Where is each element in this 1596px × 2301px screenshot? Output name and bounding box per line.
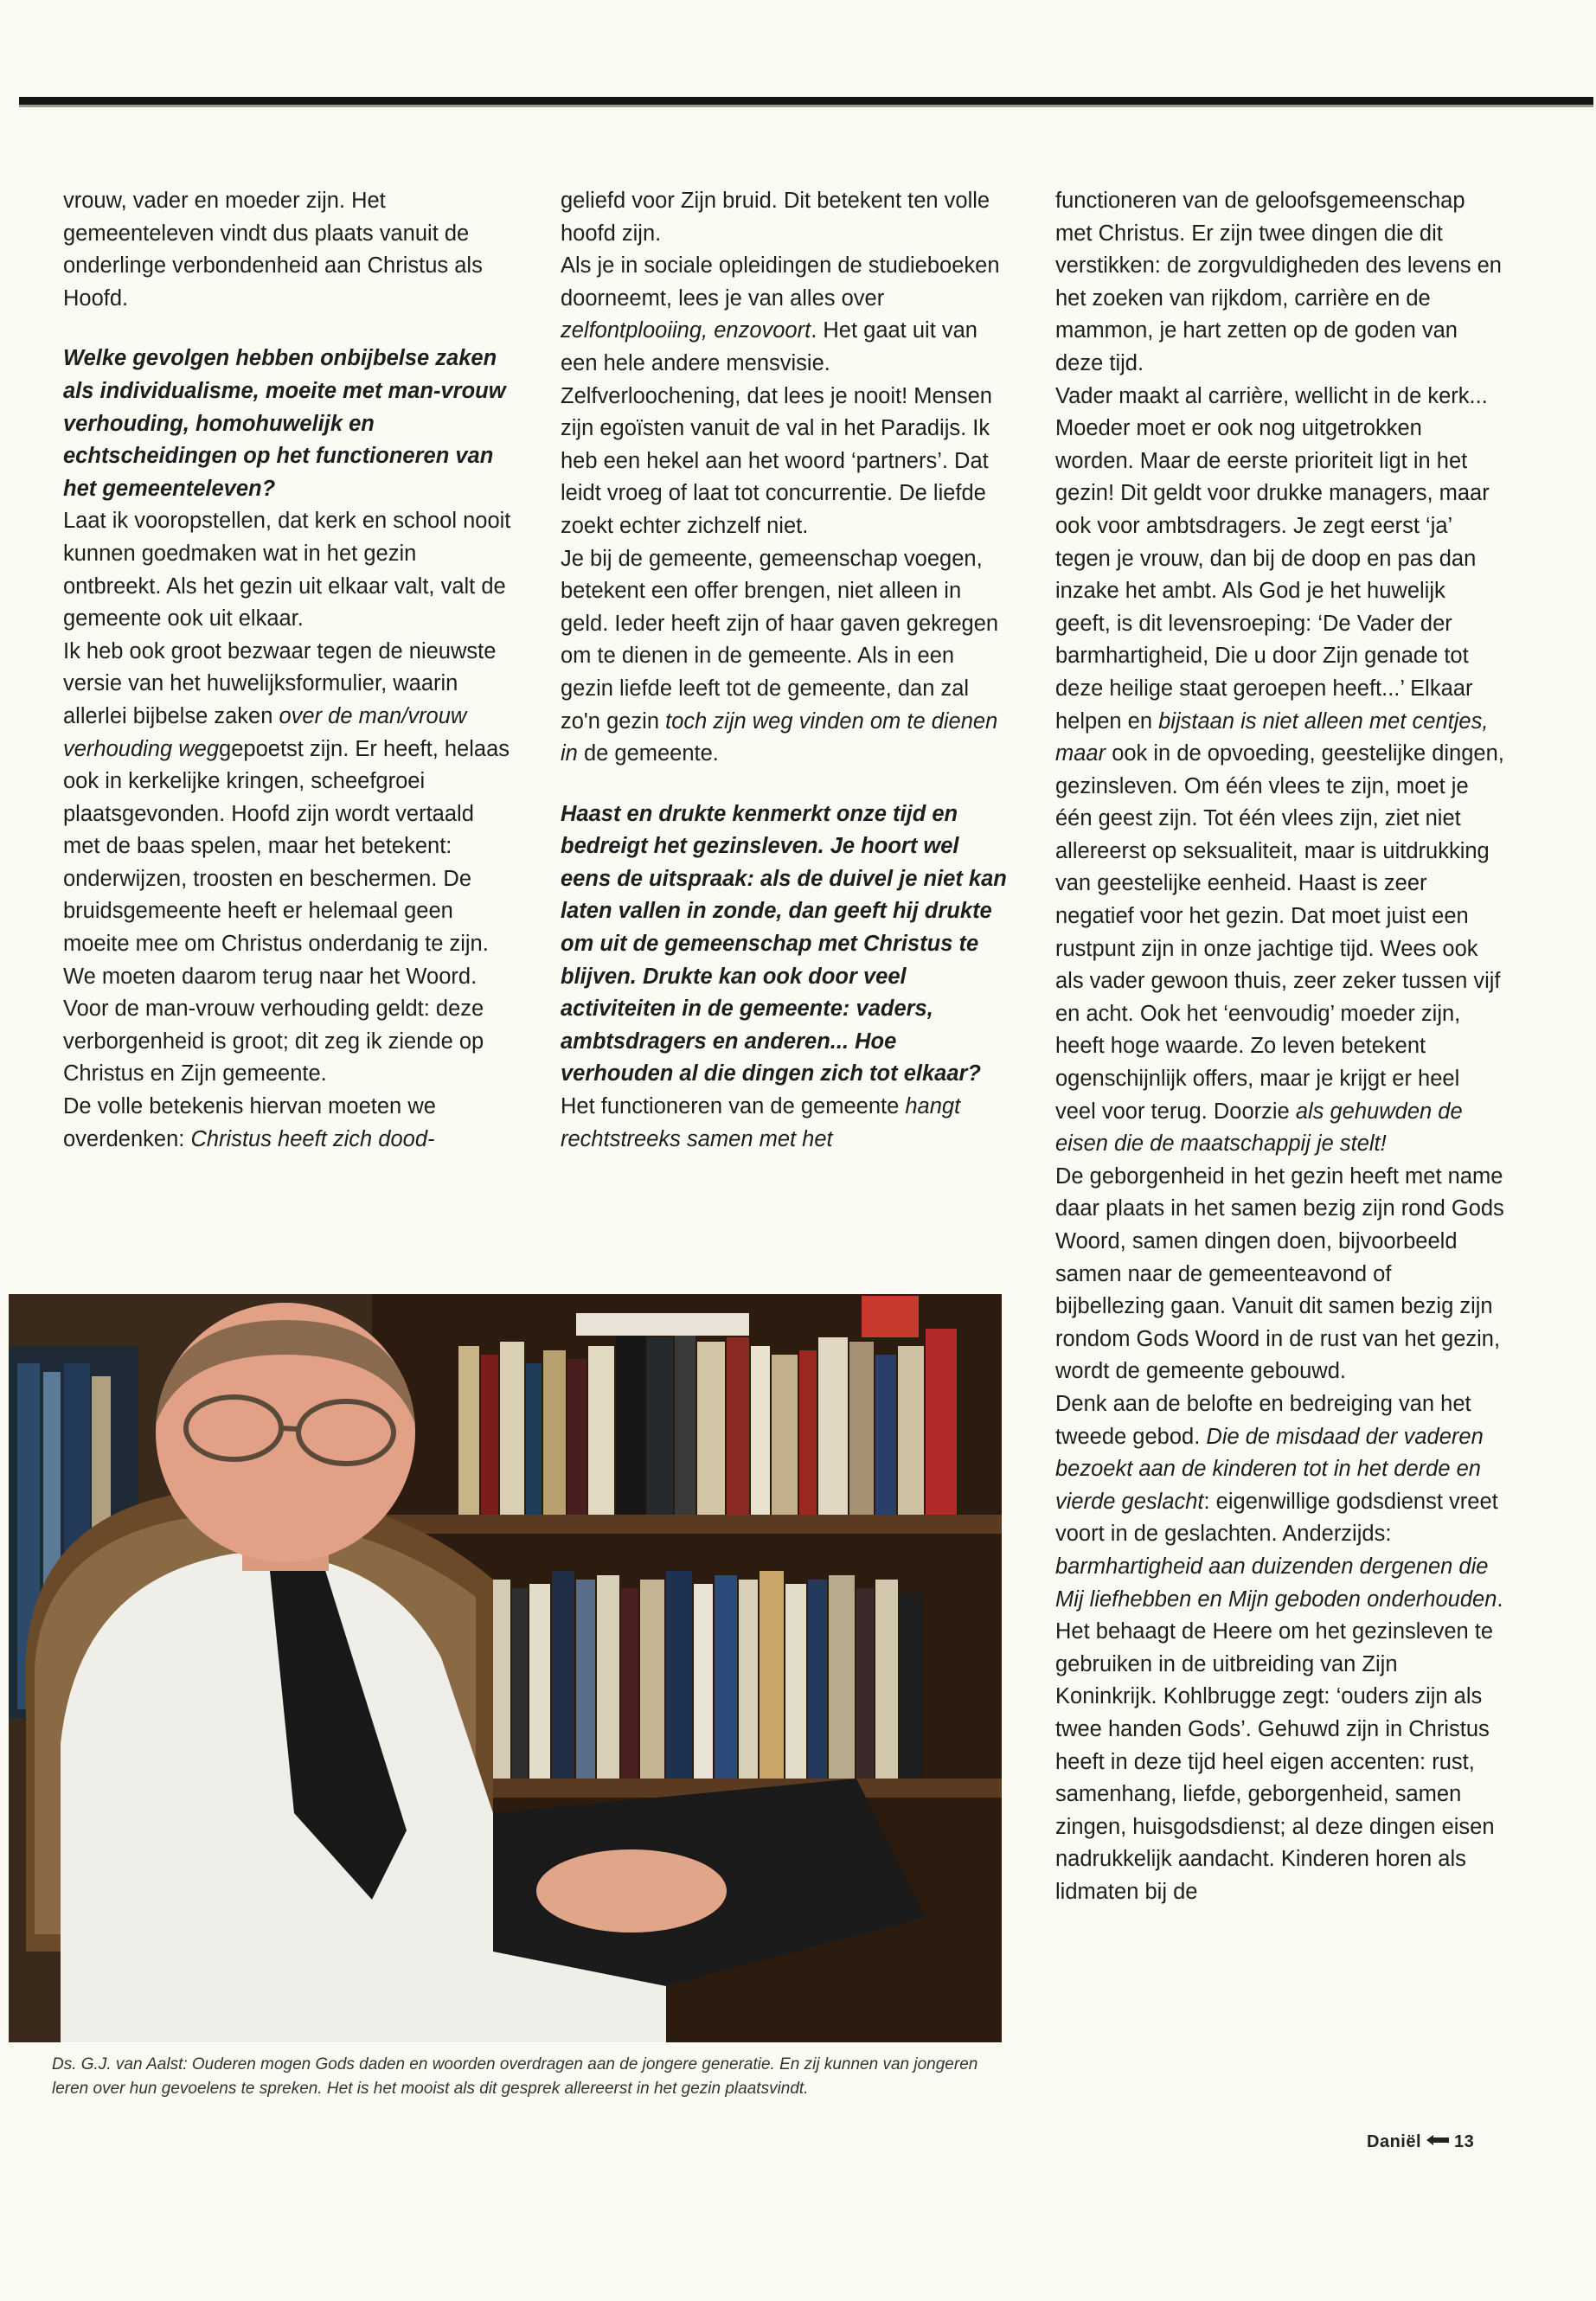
top-rule-shadow <box>19 105 1593 107</box>
text-run: : eigenwillige godsdienst vreet voort in de geslachten. Anderzijds: <box>1055 1489 1498 1547</box>
page-footer <box>1367 2132 1474 2152</box>
text-column-3 <box>1055 185 1505 1908</box>
italic-run: over de man/vrouw verhouding weg <box>63 703 467 761</box>
interview-question: Welke gevolgen hebben onbijbelse zaken als individualisme, moeite met man-vrouw verhouding, homohuwelijk en echtscheidingen op het functioneren van het gemeenteleven? <box>63 346 506 501</box>
text-run: Je bij de gemeente, gemeenschap voegen, betekent een offer brengen, niet alleen in geld. Ieder heeft zijn of haar gaven gekregen om te dienen in de gemeente. Als in een gezin liefde leeft tot de gemeente, dan zal zo'n gezin <box>561 546 999 734</box>
arrow-icon <box>1426 2135 1449 2145</box>
magazine-name: Daniël <box>1367 2132 1422 2151</box>
text-run: Ik heb ook groot bezwaar tegen de nieuwste versie van het huwelijksformulier, waarin allerlei bijbelse zaken <box>63 638 497 728</box>
text-run: Vader maakt al carrière, wellicht in de kerk... Moeder moet er ook nog uitgetrokken worden. Maar de eerste prioriteit ligt in het gezin! Dit geldt voor drukke managers, maar ook voor ambtsdragers. Je zegt eerst ‘ja’ tegen je vrouw, dan bij de doop en pas dan inzake het ambt. Als God je het huwelijk geeft, is dit levensroeping: ‘De Vader der barmhartigheid, Die u door Zijn genade tot deze heilige staat geroepen heeft...’ Elkaar helpen en <box>1055 383 1490 734</box>
text-run: De volle betekenis hiervan moeten we overdenken: <box>63 1094 436 1151</box>
text-run: . Het gaat uit van een hele andere mensvisie. Zelfverloochening, dat lees je nooit! Mensen zijn egoïsten vanuit de val in het Paradijs. Ik heb een hekel aan het woord ‘partners’. Dat leidt vroeg of laat tot concurrentie. De liefde zoekt echter zichzelf niet. <box>561 318 992 538</box>
top-rule <box>19 97 1593 105</box>
text-run: Het functioneren van de gemeente <box>561 1094 906 1119</box>
italic-run: hangt rechtstreeks samen met het <box>561 1094 961 1151</box>
photo-caption: Ds. G.J. van Aalst: Ouderen mogen Gods daden en woorden overdragen aan de jongere generatie. En zij kunnen van jongeren leren over hun gevoelens te spreken. Het is het mooist als dit gesprek allereerst in het gezin plaatsvindt. <box>52 2055 978 2098</box>
paragraph: vrouw, vader en moeder zijn. Het gemeenteleven vindt dus plaats vanuit de onderlinge verbondenheid aan Christus als Hoofd. <box>63 189 483 311</box>
interview-question: Haast en drukte kenmerkt onze tijd en bedreigt het gezinsleven. Je hoort wel eens de uitspraak: als de duivel je niet kan laten vallen in zonde, dan geeft hij drukte om uit de gemeenschap met Christus te blijven. Drukte kan ook door veel activiteiten in de gemeente: vaders, ambtsdragers en anderen... Hoe verhouden al die dingen zich tot elkaar? <box>561 801 1007 1086</box>
page-number: 13 <box>1454 2132 1475 2151</box>
italic-run: bijstaan is niet alleen met centjes, maar <box>1055 708 1489 766</box>
portrait-photo <box>9 1294 1002 2042</box>
text-run: Als je in sociale opleidingen de studieboeken doorneemt, lees je van alles over <box>561 253 1000 311</box>
text-column-1 <box>63 185 513 1156</box>
paragraph: Laat ik vooropstellen, dat kerk en school nooit kunnen goedmaken wat in het gezin ontbreekt. Als het gezin uit elkaar valt, valt de gemeente ook uit elkaar. <box>63 509 511 631</box>
paragraph <box>561 543 1010 771</box>
paragraph <box>1055 1388 1505 1909</box>
paragraph: geliefd voor Zijn bruid. Dit betekent ten volle hoofd zijn. <box>561 189 990 246</box>
text-column-2 <box>561 185 1010 1156</box>
italic-run: Die de misdaad der vaderen bezoekt aan de kinderen tot in het derde en vierde geslacht <box>1055 1424 1484 1514</box>
text-run: gepoetst zijn. Er heeft, helaas ook in kerkelijke kringen, scheefgroei plaatsgevonden. Hoofd zijn wordt vertaald met de baas spelen, maar het betekent: onderwijzen, troosten en beschermen. De bruidsgemeente heeft er helemaal geen moeite mee om Christus onderdanig te zijn. We moeten daarom terug naar het Woord. <box>63 736 510 989</box>
paragraph <box>561 1091 1010 1156</box>
paragraph: functioneren van de geloofsgemeenschap met Christus. Er zijn twee dingen die dit verstikken: de zorgvuldigheden des levens en het zoeken van rijkdom, carrière en de mammon, je hart zetten op de goden van deze tijd. <box>1055 189 1502 375</box>
italic-run: als gehuwden de eisen die de maatschappij je stelt! <box>1055 1099 1463 1157</box>
italic-run: zelfontplooiing, enzovoort <box>561 318 811 343</box>
paragraph <box>561 250 1010 542</box>
paragraph <box>63 636 513 994</box>
paragraph <box>63 1091 513 1156</box>
text-run: Denk aan de belofte en bedreiging van het tweede gebod. <box>1055 1391 1471 1449</box>
paragraph: Voor de man-vrouw verhouding geldt: deze verborgenheid is groot; dit zeg ik ziende op Christus en Zijn gemeente. <box>63 997 484 1086</box>
text-run: . Het behaagt de Heere om het gezinsleven te gebruiken in de uitbreiding van Zijn Koninkrijk. Kohlbrugge zegt: ‘ouders zijn als twee handen Gods’. Gehuwd zijn in Christus heeft in deze tijd heel eigen accenten: rust, samenhang, liefde, geborgenheid, samen zingen, huisgodsdienst; al deze dingen eisen nadrukkelijk aandacht. Kinderen horen als lidmaten bij de <box>1055 1586 1503 1904</box>
paragraph <box>1055 381 1505 1161</box>
text-run: de gemeente. <box>577 741 719 766</box>
paragraph: De geborgenheid in het gezin heeft met name daar plaats in het samen bezig zijn rond Gods Woord, samen dingen doen, bijvoorbeeld samen naar de gemeenteavond of bijbellezing gaan. Vanuit dit samen bezig zijn rondom Gods Woord in de rust van het gezin, wordt de gemeente gebouwd. <box>1055 1163 1504 1384</box>
italic-run: barmhartigheid aan duizenden dergenen die Mij liefhebben en Mijn geboden onderhouden <box>1055 1554 1497 1612</box>
text-run: ook in de opvoeding, geestelijke dingen, gezinsleven. Om één vlees te zijn, moet je één geest zijn. Tot één vlees zijn, ziet niet allereerst op seksualiteit, maar is uitdrukking van geestelijke eenheid. Haast is zeer negatief voor het gezin. Dat moet juist een rustpunt zijn in onze jachtige tijd. Wees ook als vader gewoon thuis, zeer zeker tussen vijf en acht. Ook het ‘eenvoudig’ moeder zijn, heeft hoge waarde. Zo leven betekent ogenschijnlijk offers, maar je krijgt er heel veel voor terug. Doorzie <box>1055 741 1504 1124</box>
italic-run: Christus heeft zich dood- <box>190 1126 435 1151</box>
italic-run: toch zijn weg vinden om te dienen in <box>561 708 998 766</box>
